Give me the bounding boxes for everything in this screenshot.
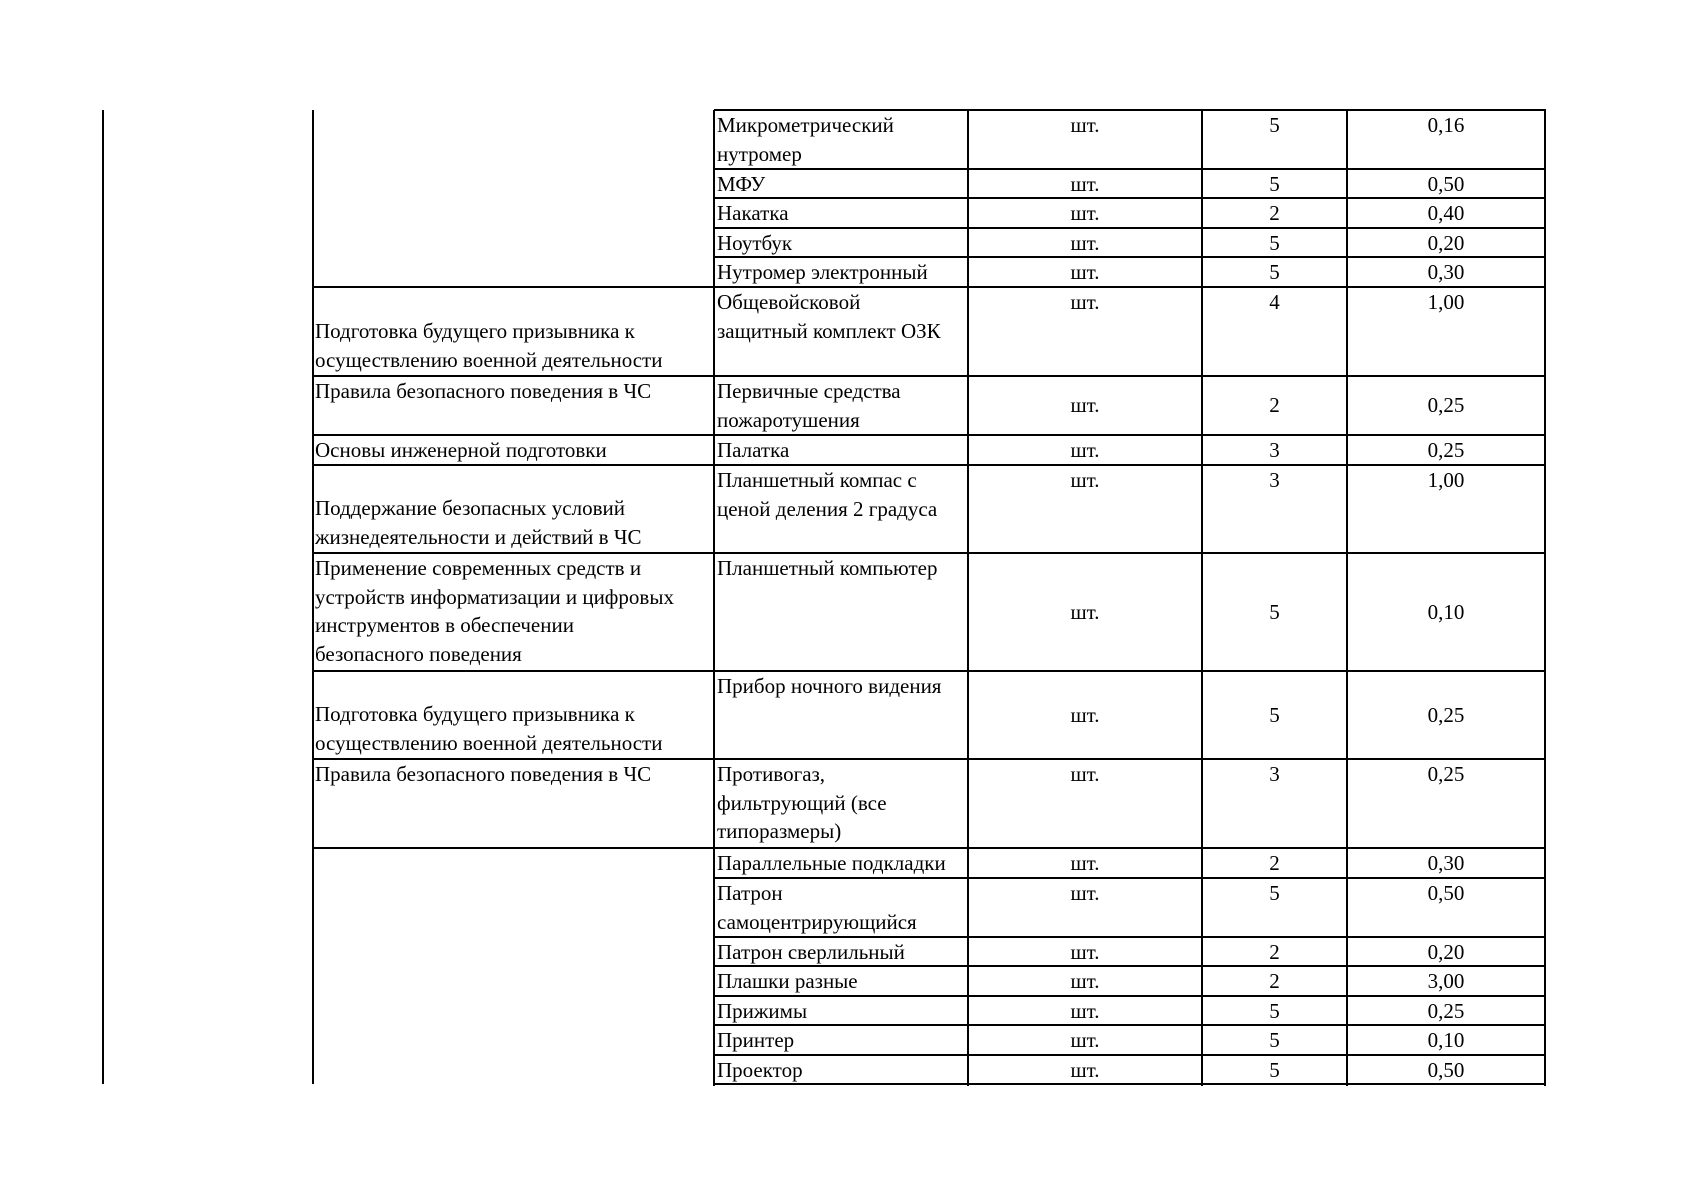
unit-cell: шт. bbox=[1070, 1058, 1100, 1082]
norm-cell: 0,16 bbox=[1427, 113, 1465, 137]
quantity-cell: 2 bbox=[1269, 851, 1280, 875]
topic-row-border bbox=[312, 670, 714, 672]
item-name-cell: Патрон сверлильный bbox=[717, 940, 905, 964]
topic-row-border bbox=[312, 286, 714, 288]
norm-cell: 0,25 bbox=[1427, 393, 1465, 418]
norm-cell: 0,50 bbox=[1427, 1058, 1465, 1082]
unit-cell: шт. bbox=[1070, 851, 1100, 875]
norm-cell: 0,25 bbox=[1427, 762, 1465, 786]
item-name-cell: Противогаз, фильтрующий (все типоразмеры) bbox=[717, 762, 887, 843]
topic-cell: Правила безопасного поведения в ЧС bbox=[315, 379, 652, 403]
norm-cell: 1,00 bbox=[1427, 468, 1465, 492]
unit-cell: шт. bbox=[1070, 1028, 1100, 1052]
table-left-border bbox=[102, 110, 104, 1084]
unit-cell: шт. bbox=[1070, 201, 1100, 225]
unit-cell: шт. bbox=[1070, 999, 1100, 1023]
quantity-cell: 3 bbox=[1269, 762, 1280, 786]
item-name-cell: Планшетный компас с ценой деления 2 градуса bbox=[717, 468, 938, 521]
item-name-cell: Нутромер электронный bbox=[717, 260, 928, 284]
topic-cell: Подготовка будущего призывника к осуществлению военной деятельности bbox=[315, 702, 663, 755]
unit-cell: шт. bbox=[1070, 468, 1100, 492]
unit-cell: шт. bbox=[1070, 881, 1100, 905]
topic-cell: Поддержание безопасных условий жизнедеятельности и действий в ЧС bbox=[315, 496, 642, 549]
unit-cell: шт. bbox=[1070, 762, 1100, 786]
item-name-cell: Первичные средства пожаротушения bbox=[717, 379, 901, 432]
quantity-cell: 5 bbox=[1269, 702, 1280, 727]
unit-cell: шт. bbox=[1070, 113, 1100, 137]
quantity-cell: 5 bbox=[1269, 1028, 1280, 1052]
item-name-cell: Накатка bbox=[717, 201, 789, 225]
item-name-cell: Плашки разные bbox=[717, 969, 858, 993]
quantity-cell: 3 bbox=[1269, 438, 1280, 462]
item-name-cell: Прибор ночного видения bbox=[717, 674, 942, 698]
quantity-cell: 5 bbox=[1269, 231, 1280, 255]
item-name-cell: Патрон самоцентрирующийся bbox=[717, 881, 917, 934]
item-name-cell: МФУ bbox=[717, 172, 766, 196]
item-name-cell: Общевойсковой защитный комплект ОЗК bbox=[717, 290, 941, 343]
norm-cell: 0,50 bbox=[1427, 172, 1465, 196]
quantity-cell: 2 bbox=[1269, 201, 1280, 225]
quantity-cell: 5 bbox=[1269, 172, 1280, 196]
norm-cell: 1,00 bbox=[1427, 290, 1465, 314]
item-name-cell: Прижимы bbox=[717, 999, 808, 1023]
topic-cell: Правила безопасного поведения в ЧС bbox=[315, 762, 652, 786]
quantity-cell: 5 bbox=[1269, 1058, 1280, 1082]
item-name-cell: Планшетный компьютер bbox=[717, 556, 938, 580]
item-name-cell: Микрометрический нутромер bbox=[717, 113, 894, 166]
norm-cell: 0,30 bbox=[1427, 851, 1465, 875]
norm-cell: 0,20 bbox=[1427, 940, 1465, 964]
topic-column-border bbox=[312, 110, 314, 1084]
quantity-cell: 3 bbox=[1269, 468, 1280, 492]
unit-cell: шт. bbox=[1070, 260, 1100, 284]
topic-cell: Основы инженерной подготовки bbox=[315, 438, 607, 462]
norm-cell: 0,10 bbox=[1427, 1028, 1465, 1052]
unit-cell: шт. bbox=[1070, 599, 1100, 624]
unit-cell: шт. bbox=[1070, 969, 1100, 993]
quantity-cell: 5 bbox=[1269, 599, 1280, 624]
unit-cell: шт. bbox=[1070, 172, 1100, 196]
topic-cell: Подготовка будущего призывника к осуществлению военной деятельности bbox=[315, 319, 663, 372]
norm-cell: 0,50 bbox=[1427, 881, 1465, 905]
quantity-cell: 2 bbox=[1269, 393, 1280, 418]
norm-cell: 0,25 bbox=[1427, 702, 1465, 727]
topic-row-border bbox=[312, 847, 714, 849]
norm-cell: 0,10 bbox=[1427, 599, 1465, 624]
quantity-cell: 4 bbox=[1269, 290, 1280, 314]
quantity-cell: 5 bbox=[1269, 999, 1280, 1023]
unit-cell: шт. bbox=[1070, 231, 1100, 255]
quantity-cell: 5 bbox=[1269, 881, 1280, 905]
unit-cell: шт. bbox=[1070, 393, 1100, 418]
item-name-cell: Параллельные подкладки bbox=[717, 851, 946, 875]
unit-cell: шт. bbox=[1070, 438, 1100, 462]
norm-cell: 0,25 bbox=[1427, 438, 1465, 462]
unit-cell: шт. bbox=[1070, 940, 1100, 964]
item-name-cell: Ноутбук bbox=[717, 231, 793, 255]
norm-cell: 0,25 bbox=[1427, 999, 1465, 1023]
norm-cell: 3,00 bbox=[1427, 969, 1465, 993]
item-name-cell: Проектор bbox=[717, 1058, 803, 1082]
topic-cell: Применение современных средств и устройств информатизации и цифровых инструментов в обеспечении безопасного поведения bbox=[315, 556, 674, 666]
quantity-cell: 5 bbox=[1269, 113, 1280, 137]
norm-cell: 0,20 bbox=[1427, 231, 1465, 255]
norm-cell: 0,30 bbox=[1427, 260, 1465, 284]
unit-cell: шт. bbox=[1070, 290, 1100, 314]
norm-cell: 0,40 bbox=[1427, 201, 1465, 225]
quantity-cell: 5 bbox=[1269, 260, 1280, 284]
item-name-cell: Палатка bbox=[717, 438, 790, 462]
quantity-cell: 2 bbox=[1269, 969, 1280, 993]
item-name-cell: Принтер bbox=[717, 1028, 795, 1052]
quantity-cell: 2 bbox=[1269, 940, 1280, 964]
unit-cell: шт. bbox=[1070, 702, 1100, 727]
